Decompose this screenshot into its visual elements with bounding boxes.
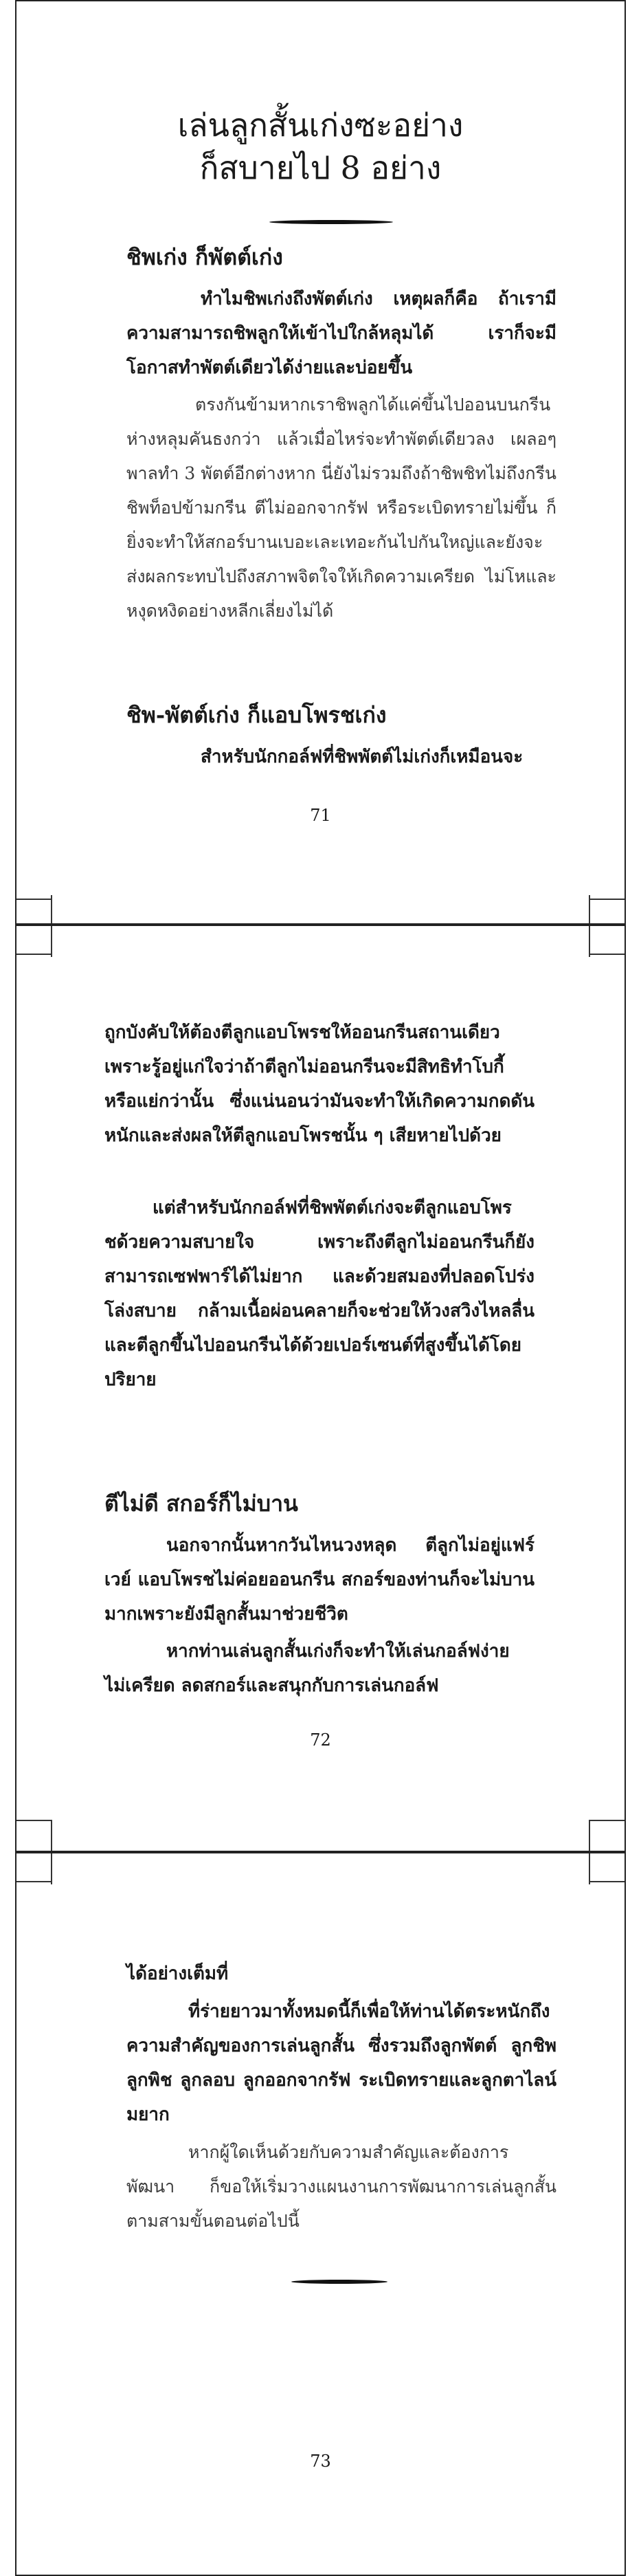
crop-mark — [16, 954, 51, 955]
crop-mark — [590, 1881, 625, 1882]
crop-mark — [589, 926, 590, 957]
crop-mark — [16, 1820, 51, 1821]
book-page-73 — [15, 1852, 626, 2576]
paragraph-enjoy-golf: หากท่านเล่นลูกสั้นเก่งก็จะทำให้เล่นกอล์ฟง่าย ไม่เครียด ลดสกอร์และสนุกกับการเล่นกอล์ฟ — [104, 1641, 510, 1696]
section-heading-chip-putt: ชิพเก่ง ก็พัตต์เก่ง — [126, 244, 283, 270]
section-end-ornament — [291, 2280, 387, 2284]
crop-mark — [51, 1853, 52, 1884]
page-number: 72 — [310, 1730, 331, 1750]
section-heading-approach: ชิพ-พัตต์เก่ง ก็แอบโพรชเก่ง — [126, 702, 387, 728]
crop-mark — [590, 1820, 625, 1821]
chapter-title-line-2: ก็สบายไป 8 อย่าง — [199, 149, 442, 186]
book-page-71 — [15, 0, 626, 925]
paragraph-approach-start: สำหรับนักกอล์ฟที่ชิพพัตต์ไม่เก่งก็เหมือนจะ — [201, 747, 524, 767]
page-number: 73 — [310, 2452, 331, 2471]
crop-mark — [51, 1820, 52, 1852]
book-page-72 — [15, 925, 626, 1852]
crop-mark — [589, 1853, 590, 1884]
paragraph-fully: ได้อย่างเต็มที่ — [126, 1963, 229, 1984]
paragraph-approach-continued: ถูกบังคับให้ต้องตีลูกแอบโพรชให้ออนกรีนสถานเดียว เพราะรู้อยู่แก่ใจว่าถ้าตีลูกไม่ออนกรีนจะมีสิทธิทำโบกี้ หรือแย่กว่านั้น ซึ่งแน่นอนว่ามันจะทำให้เกิดความกดดันหนักและส่งผลให้ตีลูกแอบโพรชนั้น ๆ เสียหายไปด้วย — [104, 1022, 535, 1146]
title-ornament-rule — [269, 220, 393, 224]
crop-mark — [589, 895, 590, 925]
crop-mark — [16, 1881, 51, 1882]
crop-mark — [51, 895, 52, 925]
paragraph-summary: ที่ร่ายยาวมาทั้งหมดนี้ก็เพื่อให้ท่านได้ตระหนักถึงความสำคัญของการเล่นลูกสั้น ซึ่งรวมถึงลูกพัตต์ ลูกชิพ ลูกพิช ลูกลอบ ลูกออกจากรัฟ ระเบิดทรายและลูกตาไลน์มยาก — [126, 2001, 556, 2125]
paragraph-bad-day: นอกจากนั้นหากวันไหนวงหลุด ตีลูกไม่อยู่แฟร์เวย์ แอบโพรชไม่ค่อยออนกรีน สกอร์ของท่านก็จะไม่บานมากเพราะยังมีลูกสั้นมาช่วยชีวิต — [104, 1535, 535, 1625]
paragraph-good-chipper: แต่สำหรับนักกอล์ฟที่ชิพพัตต์เก่งจะตีลูกแอบโพรชด้วยความสบายใจ เพราะถึงตีลูกไม่ออนกรีนก็ยังสามารถเซฟพาร์ได้ไม่ยาก และด้วยสมองที่ปลอดโปร่งโล่งสบาย กล้ามเนื้อผ่อนคลายก็จะช่วยให้วงสวิงไหลลื่นและตีลูกขึ้นไปออนกรีนได้ด้วยเปอร์เซนต์ที่สูงขึ้นได้โดยปริยาย — [104, 1198, 535, 1390]
page-number: 71 — [310, 806, 331, 825]
crop-mark — [16, 899, 51, 900]
crop-mark — [589, 1820, 590, 1852]
paragraph-intro: ทำไมชิพเก่งถึงพัตต์เก่ง เหตุผลก็คือ ถ้าเรามีความสามารถชิพลูกให้เข้าไปใกล้หลุมได้ เราก็จะมีโอกาสทำพัตต์เดียวได้ง่ายและบ่อยขึ้น — [126, 289, 556, 378]
chapter-title-line-1: เล่นลูกสั้นเก่งซะอย่าง — [177, 107, 464, 144]
paragraph-three-steps: หากผู้ใดเห็นด้วยกับความสำคัญและต้องการพัฒนา ก็ขอให้เริ่มวางแผนงานการพัฒนาการเล่นลูกสั้นตามสามขั้นตอนต่อไปนี้ — [126, 2142, 556, 2231]
crop-mark — [51, 926, 52, 957]
section-heading-bad-day: ตีไม่ดี สกอร์ก็ไม่บาน — [104, 1490, 298, 1517]
crop-mark — [590, 899, 625, 900]
paragraph-contrary: ตรงกันข้ามหากเราชิพลูกได้แค่ขึ้นไปออนบนกรีน ห่างหลุมคันธงกว่า แล้วเมื่อไหร่จะทำพัตต์เดียวลง เผลอๆ พาลทำ 3 พัตต์อีกต่างหาก นี่ยังไม่รวมถึงถ้าชิพชิทไม่ถึงกรีน ชิพท็อปข้ามกรีน ตีไม่ออกจากรัฟ หรือระเบิดทรายไม่ขึ้น ก็ยิ่งจะทำให้สกอร์บานเบอะเละเทอะกันไปกันใหญ่และยังจะส่งผลกระทบไปถึงสภาพจิตใจให้เกิดความเครียด ไม่โหและหงุดหงิดอย่างหลีกเลี่ยงไม่ได้ — [126, 395, 556, 621]
crop-mark — [590, 954, 625, 955]
